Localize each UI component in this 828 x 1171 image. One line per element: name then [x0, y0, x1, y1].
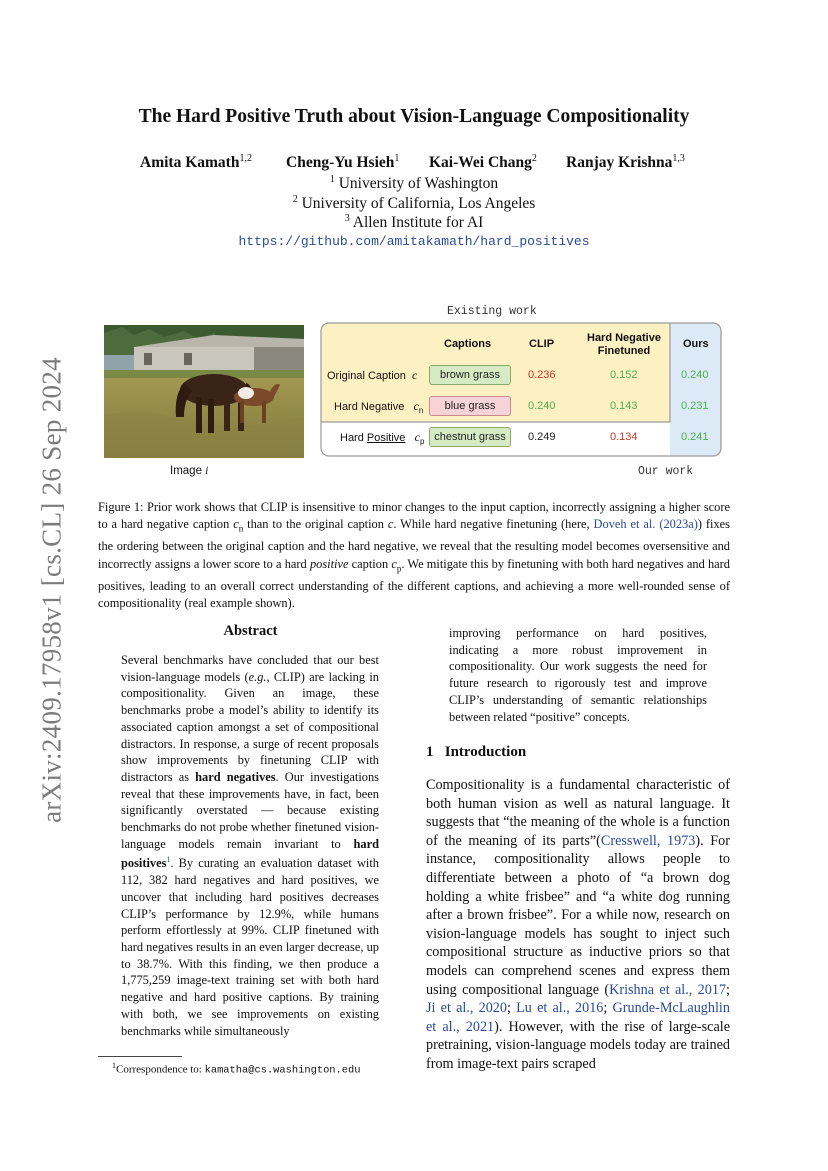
caption-pill-hard-positive: chestnut grass — [429, 427, 511, 447]
row-label-hard-negative: Hard Negative $c_n$ — [334, 399, 424, 416]
header-captions: Captions — [444, 338, 492, 350]
hn-score-hard-negative: 0.143 — [610, 400, 638, 412]
github-link[interactable]: https://github.com/amitakamath/hard_positives — [238, 234, 590, 249]
ours-score-hard-negative: 0.231 — [681, 400, 709, 412]
affiliation-1: $^1$ University of Washington — [329, 174, 499, 193]
header-clip: CLIP — [529, 338, 555, 350]
row-label-original: Original Caption c — [327, 368, 418, 382]
affiliation-3: $^3$ Allen Institute for AI — [344, 213, 484, 232]
arxiv-identifier: arXiv:2409.17958v1 [cs.CL] 26 Sep 2024 — [36, 357, 67, 823]
horse-photo-illustration — [104, 325, 304, 458]
clip-score-hard-positive: 0.249 — [528, 431, 556, 443]
footnote-marker[interactable]: 1 — [166, 855, 171, 865]
email-address[interactable]: kamatha@cs.washington.edu — [204, 1064, 361, 1077]
citation-doveh[interactable]: Doveh et al. (2023a) — [593, 517, 698, 532]
ours-score-hard-positive: 0.241 — [681, 431, 709, 443]
citation-grunde-mclaughlin[interactable]: Grunde-McLaughlin et al., 2021 — [426, 1000, 730, 1035]
clip-score-original: 0.236 — [528, 369, 556, 381]
our-work-label: Our work — [638, 465, 694, 478]
caption-pill-original: brown grass — [429, 365, 511, 385]
author-3: Kai-Wei Chang$^2$ — [429, 153, 537, 172]
author-2: Cheng-Yu Hsieh$^1$ — [286, 153, 400, 172]
clip-score-hard-negative: 0.240 — [528, 400, 556, 412]
author-4: Ranjay Krishna$^{1,3}$ — [566, 153, 685, 172]
footnote: $^1$Correspondence to: kamatha@cs.washington.edu — [112, 1061, 361, 1077]
paper-title: The Hard Positive Truth about Vision-Language Compositionality — [138, 106, 690, 127]
horse-photo — [104, 325, 304, 458]
introduction-body: Compositionality is a fundamental characteristic of both human vision as well as natural language. It suggests that “the meaning of the whole is a function of the meaning of its parts”(Cresswell, 1973). For instance, compositionality allows people to differentiate between a photo of “a brown dog holding a white frisbee” and “a white dog running after a brown frisbee”. For a while now, research on vision-language models has sought to inject such compositional structure as inductive priors so that models can comprehend scenes and express them using compositional language (Krishna et al., 2017; Ji et al., 2020; Lu et al., 2016; Grunde-McLaughlin et al., 2021). However, with the rise of large-scale pretraining, vision-language models today are trained from image-text pairs scraped — [426, 777, 731, 1072]
citation-cresswell[interactable]: Cresswell, 1973 — [600, 832, 696, 849]
hn-score-hard-positive: 0.134 — [610, 431, 638, 443]
ours-score-original: 0.240 — [681, 369, 709, 381]
caption-pill-hard-negative: blue grass — [429, 396, 511, 416]
introduction-heading: 1 Introduction — [426, 744, 527, 760]
figure-caption: Figure 1: Prior work shows that CLIP is insensitive to minor changes to the input caption, incorrectly assigning a higher score to a hard negative caption $c_n$ than to the original caption c. While hard negative finetuning (here, Doveh et al. (2023a)) fixes the ordering between the original caption and the hard negative, we reveal that the resulting model becomes oversensitive and incorrectly assigns a lower score to a hard positive caption $c_p$. We mitigate this by finetuning with both hard negatives and hard positives, leading to an overall correct understanding of the different captions, and achieving a more well-rounded sense of compositionality (real example shown). — [98, 500, 730, 610]
citation-krishna[interactable]: Krishna et al., 2017 — [609, 981, 727, 998]
abstract-continued: improving performance on hard positives, indicating a more robust improvement in compositionality. Our work suggests the need for future research to rigorously test and improve CLIP’s understanding of semantic relationships between related “positive” concepts. — [449, 626, 707, 724]
abstract-body: Several benchmarks have concluded that our best vision-language models (e.g., CLIP) are lacking in compositionality. Given an image, these benchmarks probe a model’s ability to identify its associated caption amongst a set of compositional distractors. In response, a surge of recent proposals show improvements by finetuning CLIP with distractors as hard negatives. Our investigations reveal that these improvements have, in fact, been significantly overstated — because existing benchmarks do not probe whether finetuned vision-language models remain invariant to hard positives$^1$. By curating an evaluation dataset with 112, 382 hard negatives and hard positives, we uncover that including hard positives decreases CLIP’s performance by 12.9%, while humans perform effortlessly at 99%. CLIP finetuned with hard negatives results in an even larger decrease, up to 38.7%. With this finding, we then produce a 1,775,259 image-text training set with both hard negative and hard positive captions. By training with both, we see improvements on existing benchmarks while simultaneously — [121, 653, 379, 1038]
image-label: Image i — [170, 465, 209, 477]
row-label-hard-positive: Hard Positive $c_p$ — [340, 430, 425, 447]
header-hard-negative-finetuned: Hard Negative Finetuned — [587, 332, 661, 357]
footnote-rule — [98, 1056, 182, 1057]
figure-score-table — [320, 322, 722, 457]
author-1: Amita Kamath$^{1,2}$ — [140, 153, 252, 172]
existing-work-label: Existing work — [447, 305, 537, 318]
abstract-heading: Abstract — [223, 623, 278, 639]
citation-lu[interactable]: Lu et al., 2016 — [516, 1000, 604, 1017]
citation-ji[interactable]: Ji et al., 2020 — [426, 1000, 507, 1017]
affiliation-2: $^2$ University of California, Los Angeles — [292, 194, 536, 213]
hn-score-original: 0.152 — [610, 369, 638, 381]
header-ours: Ours — [683, 338, 709, 350]
